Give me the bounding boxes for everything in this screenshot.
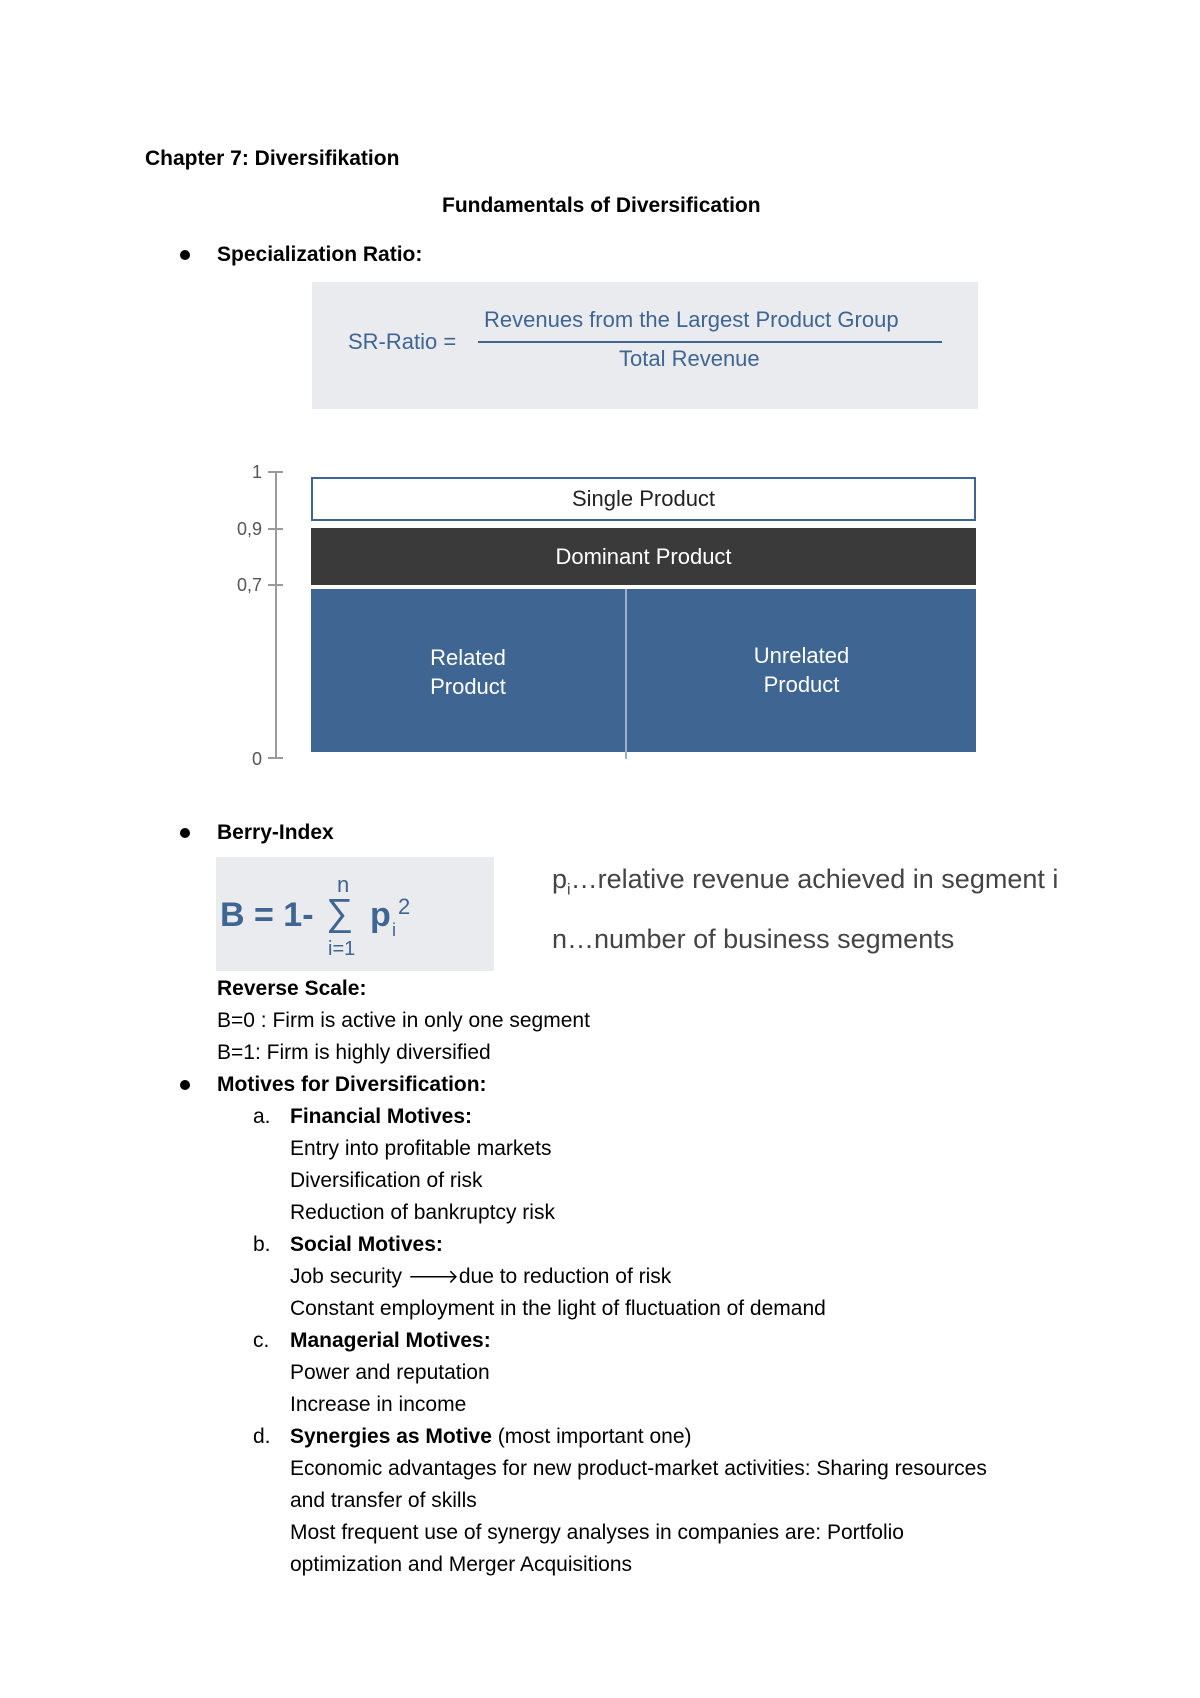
scale-tick [268, 471, 283, 473]
sr-fraction-line [478, 341, 942, 343]
motive-letter: c. [253, 1329, 270, 1352]
motive-letter: d. [253, 1425, 271, 1448]
motive-item: Increase in income [290, 1393, 467, 1416]
motive-item: and transfer of skills [290, 1489, 477, 1512]
bullet-icon [180, 828, 190, 838]
motives-heading: Motives for Diversification: [217, 1073, 487, 1096]
sr-formula-denominator: Total Revenue [619, 346, 760, 371]
scale-tick-label: 0,7 [236, 575, 262, 595]
berry-term: p [370, 896, 391, 934]
bullet-icon [180, 1080, 190, 1090]
berry-heading: Berry-Index [217, 821, 334, 844]
scale-axis [275, 471, 277, 759]
section-title: Fundamentals of Diversification [442, 194, 761, 217]
motive-title-managerial: Managerial Motives: [290, 1329, 491, 1352]
motive-letter: b. [253, 1233, 271, 1256]
band-related-label-1: Related [430, 645, 506, 670]
arrow-right-icon: 🡒 [407, 1266, 459, 1288]
bullet-icon [180, 250, 190, 260]
berry-def-p-text: …relative revenue achieved in segment i [570, 864, 1059, 894]
band-divider [625, 589, 627, 759]
band-unrelated-label-1: Unrelated [753, 643, 850, 668]
motive-letter: a. [253, 1105, 271, 1128]
motive-title-social: Social Motives: [290, 1233, 443, 1256]
motive-item: Entry into profitable markets [290, 1137, 552, 1160]
band-single-product [311, 477, 976, 521]
motive-item: optimization and Merger Acquisitions [290, 1553, 633, 1576]
band-unrelated-product [627, 589, 976, 752]
berry-term-sup: 2 [398, 894, 411, 919]
chapter-title: Chapter 7: Diversifikation [145, 147, 400, 170]
sigma-icon: ∑ [326, 892, 354, 934]
scale-tick-label: 1 [251, 462, 262, 482]
motive-item: Economic advantages for new product-market activities: Sharing resources [290, 1457, 987, 1480]
berry-term-sub: i [392, 920, 396, 940]
motive-item-text: Job security [290, 1265, 408, 1288]
motive-item: Most frequent use of synergy analyses in companies are: Portfolio [290, 1521, 904, 1544]
berry-def-n: n…number of business segments [552, 924, 955, 954]
berry-def-p-sub: i [567, 881, 571, 899]
specialization-heading: Specialization Ratio: [217, 243, 423, 266]
berry-def-p-var: p [552, 864, 568, 894]
scale-tick [268, 757, 283, 759]
motive-item: Constant employment in the light of fluctuation of demand [290, 1297, 826, 1320]
reverse-scale-item: B=1: Firm is highly diversified [217, 1041, 491, 1064]
berry-sum-bottom: i=1 [328, 938, 356, 960]
band-related-label-2: Product [430, 674, 506, 699]
berry-def-p [552, 864, 1058, 899]
motive-title-note: (most important one) [491, 1425, 692, 1448]
motive-item-tail: due to reduction of risk [458, 1265, 672, 1288]
motive-item: Power and reputation [290, 1361, 490, 1384]
scale-tick [268, 528, 283, 530]
reverse-scale-item: B=0 : Firm is active in only one segment [217, 1009, 590, 1032]
band-single-label: Single Product [571, 486, 716, 511]
sr-formula-numerator: Revenues from the Largest Product Group [484, 307, 899, 332]
motive-title-text: Synergies as Motive [290, 1425, 492, 1448]
motive-title-synergies [290, 1425, 692, 1449]
band-dominant-product [311, 528, 976, 585]
motive-item [290, 1265, 671, 1289]
band-unrelated-label-2: Product [763, 672, 840, 697]
sr-formula-lhs: SR-Ratio = [348, 329, 457, 354]
scale-tick-label: 0 [251, 749, 262, 769]
scale-tick-label: 0,9 [236, 519, 262, 539]
band-dominant-label: Dominant Product [555, 544, 732, 569]
scale-tick [268, 584, 283, 586]
reverse-scale-heading: Reverse Scale: [217, 977, 367, 1000]
berry-formula-lhs: B = 1- [220, 896, 314, 934]
band-related-product [311, 589, 625, 752]
motive-title-financial: Financial Motives: [290, 1105, 473, 1128]
motive-item: Reduction of bankruptcy risk [290, 1201, 555, 1224]
berry-sum-top: n [337, 872, 350, 897]
motive-item: Diversification of risk [290, 1169, 483, 1192]
